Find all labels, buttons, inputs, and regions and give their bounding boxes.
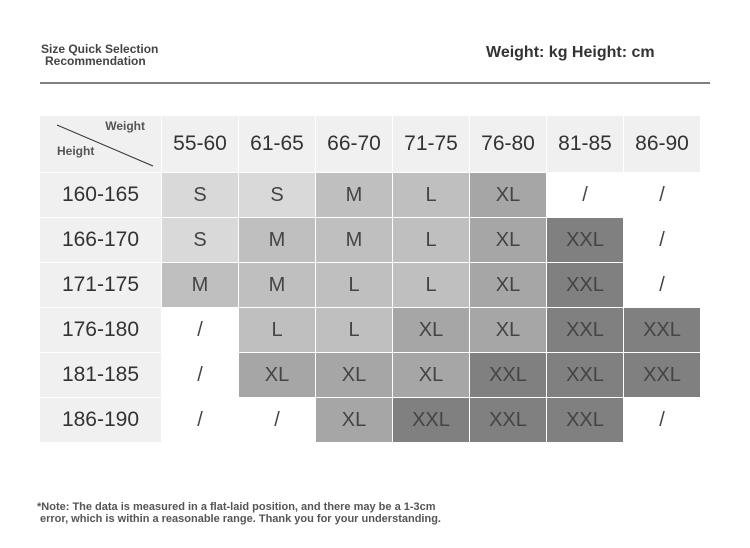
corner-cell (40, 116, 162, 173)
size-cell: M (316, 173, 393, 218)
size-cell: XL (470, 218, 547, 263)
size-cell: / (162, 353, 239, 398)
size-cell: XXL (624, 308, 701, 353)
size-cell: S (162, 173, 239, 218)
height-range-header: 171-175 (40, 263, 162, 308)
size-cell: XL (470, 263, 547, 308)
size-cell: XL (316, 398, 393, 443)
size-cell: XXL (547, 218, 624, 263)
height-range-header: 181-185 (40, 353, 162, 398)
weight-range-header: 61-65 (239, 116, 316, 173)
table-row (40, 353, 701, 398)
corner-weight-label: Weight (105, 119, 145, 133)
size-cell: XL (470, 173, 547, 218)
size-cell: XL (393, 353, 470, 398)
size-cell: / (239, 398, 316, 443)
header-divider (40, 82, 710, 84)
size-chart-table (40, 116, 701, 443)
height-range-header: 176-180 (40, 308, 162, 353)
table-row (40, 398, 701, 443)
table-row (40, 218, 701, 263)
weight-range-header: 71-75 (393, 116, 470, 173)
size-cell: XXL (470, 353, 547, 398)
size-cell: / (624, 173, 701, 218)
size-cell: XXL (624, 353, 701, 398)
weight-range-header: 86-90 (624, 116, 701, 173)
weight-range-header: 81-85 (547, 116, 624, 173)
height-range-header: 160-165 (40, 173, 162, 218)
size-cell: S (239, 173, 316, 218)
size-cell: L (316, 308, 393, 353)
size-cell: M (162, 263, 239, 308)
size-cell: / (624, 398, 701, 443)
units-label: Weight: kg Height: cm (486, 44, 655, 61)
size-cell: L (393, 218, 470, 263)
size-cell: / (624, 263, 701, 308)
size-cell: M (239, 218, 316, 263)
weight-range-header: 76-80 (470, 116, 547, 173)
size-cell: XXL (547, 353, 624, 398)
table-row (40, 263, 701, 308)
size-cell: XL (239, 353, 316, 398)
header-row (40, 116, 701, 173)
size-cell: XXL (547, 263, 624, 308)
size-cell: XXL (470, 398, 547, 443)
size-cell: L (393, 173, 470, 218)
size-cell: XXL (547, 308, 624, 353)
size-cell: XXL (547, 398, 624, 443)
size-cell: / (547, 173, 624, 218)
table-row (40, 173, 701, 218)
table-row (40, 308, 701, 353)
size-cell: L (393, 263, 470, 308)
chart-title-line2: Recommendation (45, 54, 146, 68)
note-line1: *Note: The data is measured in a flat-laid position, and there may be a 1-3cm (37, 501, 436, 513)
size-cell: XL (470, 308, 547, 353)
height-range-header: 186-190 (40, 398, 162, 443)
height-range-header: 166-170 (40, 218, 162, 263)
size-cell: M (239, 263, 316, 308)
size-cell: XL (393, 308, 470, 353)
size-cell: / (162, 398, 239, 443)
weight-range-header: 66-70 (316, 116, 393, 173)
size-cell: M (316, 218, 393, 263)
size-cell: L (316, 263, 393, 308)
size-cell: XL (316, 353, 393, 398)
chart-title (41, 43, 158, 67)
size-cell: S (162, 218, 239, 263)
size-cell: L (239, 308, 316, 353)
corner-height-label: Height (57, 144, 95, 158)
size-cell: / (624, 218, 701, 263)
measurement-note (37, 501, 597, 525)
note-line2: error, which is within a reasonable range. Thank you for your understanding. (40, 513, 441, 525)
weight-range-header: 55-60 (162, 116, 239, 173)
size-cell: / (162, 308, 239, 353)
chart-title-line1: Size Quick Selection (41, 42, 159, 56)
size-cell: XXL (393, 398, 470, 443)
